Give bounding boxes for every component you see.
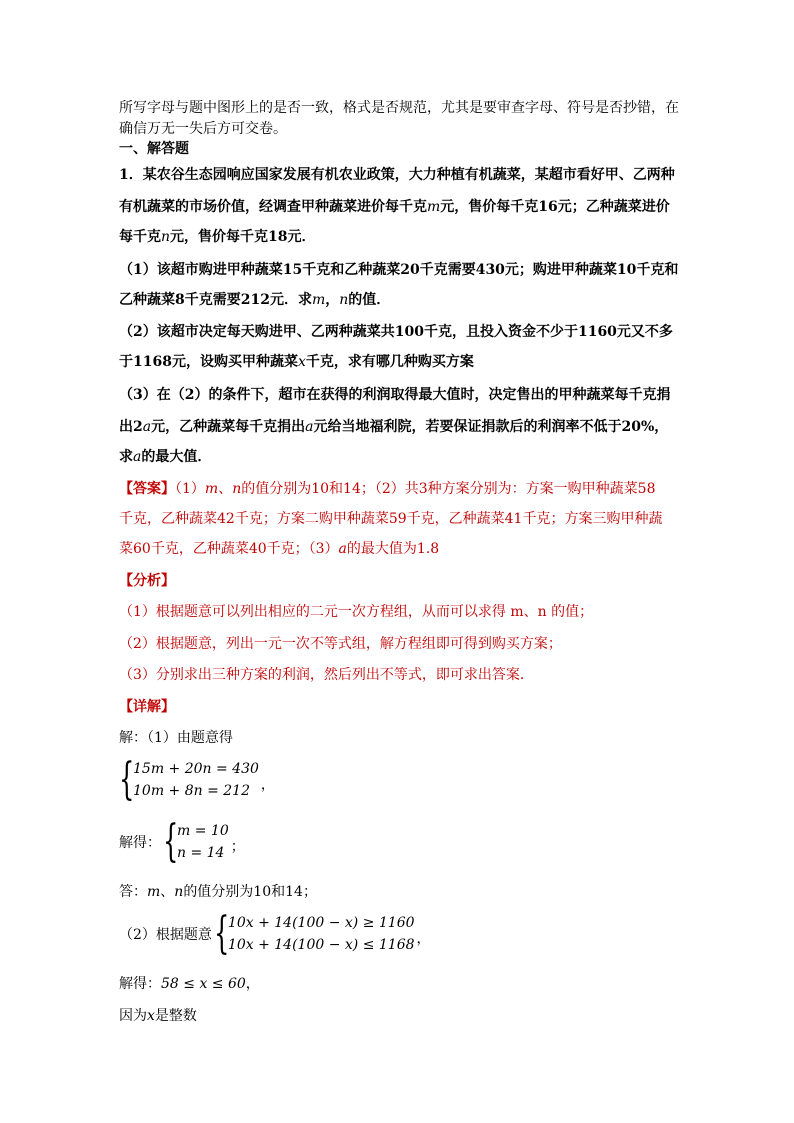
analysis-line-2: （2）根据题意，列出一元一次不等式组，解方程组即可得到购买方案； bbox=[119, 636, 562, 652]
question-3-line-3 bbox=[119, 448, 211, 466]
text-span: 的值分别为10和14；（2）共3种方案分别为：方案一购甲种蔬菜58 bbox=[241, 481, 656, 497]
var-n: n bbox=[339, 292, 349, 308]
question-1-line-2 bbox=[119, 291, 390, 309]
text-span: 的值分别为10和14； bbox=[183, 884, 317, 900]
text-span: 的最大值为1.8 bbox=[346, 541, 440, 557]
inequality: 10x + 14(100 − x) ≥ 1160 bbox=[227, 915, 415, 931]
brace-icon: { bbox=[163, 816, 179, 867]
section-title: 一、解答题 bbox=[119, 141, 189, 157]
equation: 10m + 8n = 212 bbox=[133, 783, 250, 799]
inequality: 10x + 14(100 − x) ≤ 1168 bbox=[227, 937, 415, 953]
detail-tag: 【详解】 bbox=[119, 699, 175, 715]
text-span: ， bbox=[245, 976, 260, 992]
intro-line-2: 确信万无一失后方可交卷。 bbox=[119, 121, 287, 137]
var-m: m bbox=[427, 199, 441, 215]
intro-line-1: 所写字母与题中图形上的是否一致，格式是否规范，尤其是要审查字母、符号是否抄错，在 bbox=[119, 100, 679, 116]
question-2-line-2 bbox=[119, 353, 474, 371]
var-x: x bbox=[297, 354, 306, 370]
question-1-line-1: （1）该超市购进甲种蔬菜15千克和乙种蔬菜20千克需要430元；购进甲种蔬菜10千克和 bbox=[119, 262, 679, 278]
text-span: 元给当地福利院，若要保证捐款后的利润率不低于20%， bbox=[313, 419, 669, 435]
var-m: m bbox=[204, 481, 219, 497]
solution-label: 解得： bbox=[119, 835, 161, 851]
text-span: 每千克 bbox=[119, 229, 161, 245]
question-3-line-1: （3）在（2）的条件下，超市在获得的利润取得最大值时，决定售出的甲种蔬菜每千克捐 bbox=[119, 387, 671, 403]
text-span: 因为 bbox=[119, 1008, 147, 1024]
text-span: 千克，求有哪几种购买方案 bbox=[305, 354, 474, 370]
punctuation: ； bbox=[230, 839, 245, 855]
brace-icon: { bbox=[213, 908, 230, 959]
text-span: 、 bbox=[218, 481, 233, 497]
answer-line-1 bbox=[119, 480, 656, 498]
equation: m = 10 bbox=[177, 823, 229, 839]
text-span: 的最大值． bbox=[141, 449, 212, 465]
solution-step-1: 解：（1）由题意得 bbox=[119, 730, 233, 746]
var-a: a bbox=[133, 449, 142, 465]
brace-icon: { bbox=[119, 754, 135, 805]
inequality-system bbox=[119, 908, 431, 959]
var-m: m bbox=[147, 884, 161, 900]
equation-system-1 bbox=[119, 754, 275, 805]
var-a: a bbox=[142, 419, 152, 435]
punctuation: ， bbox=[416, 931, 431, 947]
var-n: n bbox=[161, 229, 171, 245]
text-span: 的值． bbox=[348, 292, 391, 308]
var-n: n bbox=[174, 884, 184, 900]
var-a: a bbox=[338, 541, 347, 557]
equation: 15m + 20n = 430 bbox=[133, 761, 259, 777]
question-2-line-1: （2）该超市决定每天购进甲、乙两种蔬菜共100千克，且投入资金不少于1160元又不多 bbox=[119, 324, 673, 340]
text-span: 元，售价每千克16元；乙种蔬菜进价 bbox=[440, 199, 670, 215]
problem-line-1: 1．某农谷生态园响应国家发展有机农业政策，大力种植有机蔬菜，某超市看好甲、乙两种 bbox=[119, 167, 675, 183]
inequality-label: （2）根据题意 bbox=[119, 927, 212, 943]
inequality-result: 58 ≤ x ≤ 60 bbox=[161, 976, 246, 992]
var-a: a bbox=[305, 419, 314, 435]
text-span: 乙种蔬菜8千克需要212元．求 bbox=[119, 292, 312, 308]
text-span: 元，乙种蔬菜每千克捐出 bbox=[151, 419, 306, 435]
analysis-tag: 【分析】 bbox=[119, 573, 175, 589]
solution-step-6 bbox=[119, 1007, 197, 1025]
punctuation: ， bbox=[260, 777, 275, 793]
solution-step-5 bbox=[119, 975, 260, 993]
problem-line-3 bbox=[119, 228, 316, 246]
text-span: 解得： bbox=[119, 976, 161, 992]
analysis-line-3: （3）分别求出三种方案的利润，然后列出不等式，即可求出答案． bbox=[119, 667, 534, 683]
text-span: （1） bbox=[175, 481, 205, 497]
solution-system bbox=[119, 816, 245, 867]
text-span: 出2 bbox=[119, 419, 143, 435]
text-span: 求 bbox=[119, 449, 133, 465]
var-x: x bbox=[147, 1008, 155, 1024]
answer-line-3 bbox=[119, 540, 439, 558]
equation: n = 14 bbox=[177, 845, 225, 861]
text-span: 是整数 bbox=[154, 1008, 197, 1024]
var-m: m bbox=[311, 292, 326, 308]
analysis-line-1: （1）根据题意可以列出相应的二元一次方程组，从而可以求得 m、n 的值； bbox=[119, 604, 594, 620]
text-span: 于1168元，设购买甲种蔬菜 bbox=[119, 354, 298, 370]
text-span: 菜60千克，乙种蔬菜40千克；（3） bbox=[119, 541, 339, 557]
problem-line-2 bbox=[119, 198, 670, 216]
text-span: 元，售价每千克18元． bbox=[170, 229, 316, 245]
text-span: ， bbox=[325, 292, 340, 308]
var-n: n bbox=[232, 481, 242, 497]
text-span: 、 bbox=[160, 884, 175, 900]
answer-tag: 【答案】 bbox=[119, 481, 175, 497]
answer-line-2: 千克，乙种蔬菜42千克；方案二购甲种蔬菜59千克，乙种蔬菜41千克；方案三购甲种蔬 bbox=[119, 511, 663, 527]
question-3-line-2 bbox=[119, 418, 668, 436]
text-span: 有机蔬菜的市场价值，经调查甲种蔬菜进价每千克 bbox=[119, 199, 427, 215]
solution-answer-1 bbox=[119, 883, 317, 901]
text-span: 答： bbox=[119, 884, 147, 900]
